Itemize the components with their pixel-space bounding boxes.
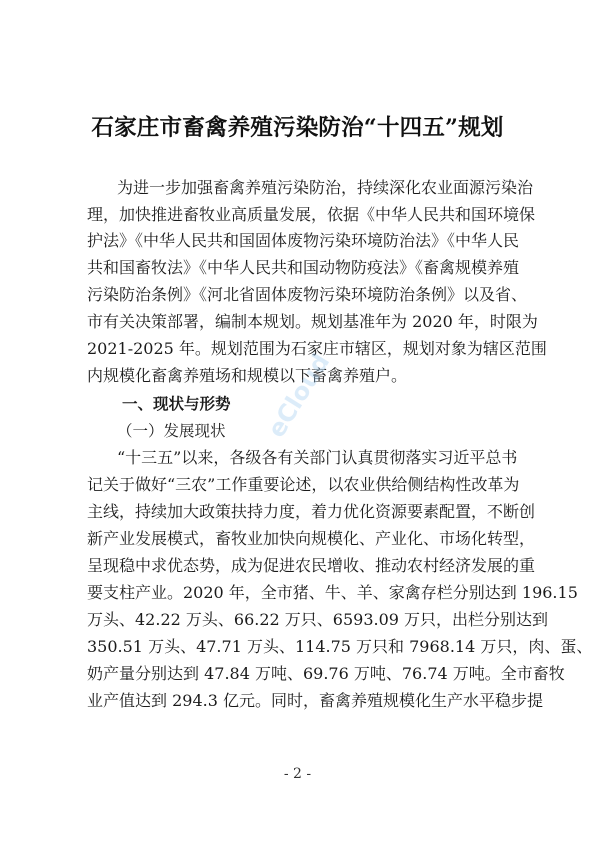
paragraph-line: 市有关决策部署，编制本规划。规划基准年为 2020 年，时限为 [87, 312, 538, 331]
paragraph-line: 共和国畜牧法》《中华人民共和国动物防疫法》《畜禽规模养殖 [87, 258, 520, 277]
paragraph-line: 万头、42.22 万头、66.22 万只、6593.09 万只，出栏分别达到 [87, 610, 549, 629]
paragraph-line: 护法》《中华人民共和国固体废物污染环境防治法》《中华人民 [87, 231, 520, 250]
paragraph-line: 业产值达到 294.3 亿元。同时，畜禽养殖规模化生产水平稳步提 [87, 691, 543, 710]
paragraph-line: 主线，持续加大政策扶持力度，着力优化资源要素配置，不断创 [87, 502, 536, 521]
paragraph-line: 350.51 万头、47.71 万头、114.75 万只和 7968.14 万只，肉、蛋、 [87, 637, 593, 656]
paragraph-line: 奶产量分别达到 47.84 万吨、69.76 万吨、76.74 万吨。全市畜牧 [87, 664, 565, 683]
document-title: 石家庄市畜禽养殖污染防治“十四五”规划 [91, 115, 504, 141]
paragraph-line: 理，加快推进畜牧业高质量发展，依据《中华人民共和国环境保 [87, 205, 536, 224]
paragraph-line: 记关于做好“三农”工作重要论述，以农业供给侧结构性改革为 [87, 475, 520, 494]
paragraph-line: 新产业发展模式，畜牧业加快向规模化、产业化、市场化转型， [87, 529, 536, 548]
page-number: - 2 - [283, 766, 312, 782]
subsection-heading: （一）发展现状 [117, 422, 226, 440]
paragraph-line: 2021-2025 年。规划范围为石家庄市辖区，规划对象为辖区范围 [87, 339, 547, 358]
paragraph-line: 为进一步加强畜禽养殖污染防治，持续深化农业面源污染治 [117, 178, 534, 197]
paragraph-line: 呈现稳中求优态势，成为促进农民增收、推动农村经济发展的重 [87, 556, 536, 575]
paragraph-line: 要支柱产业。2020 年，全市猪、牛、羊、家禽存栏分别达到 196.15 [87, 583, 578, 602]
watermark-text: eCloud [262, 348, 336, 443]
section-heading: 一、现状与形势 [122, 395, 231, 413]
paragraph-line: 污染防治条例》《河北省固体废物污染环境防治条例》以及省、 [87, 285, 528, 304]
paragraph-line: “十三五”以来，各级各有关部门认真贯彻落实习近平总书 [117, 448, 518, 467]
paragraph-line: 内规模化畜禽养殖场和规模以下畜禽养殖户。 [87, 366, 408, 385]
